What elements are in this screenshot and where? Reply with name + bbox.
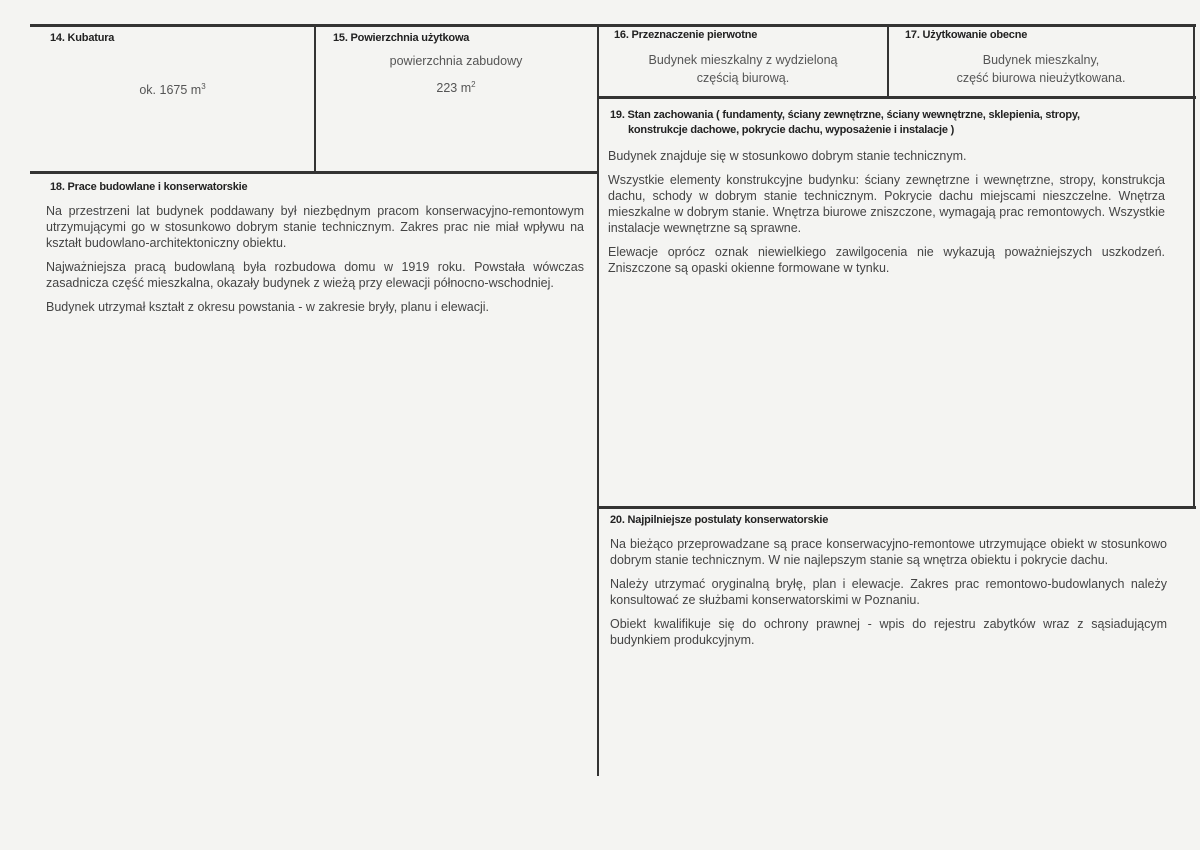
section-20-title: 20. Najpilniejsze postulaty konserwatorskie <box>610 514 829 526</box>
section-15-title: 15. Powierzchnia użytkowa <box>333 32 470 44</box>
section-15-content <box>315 52 597 97</box>
right-border <box>1193 24 1195 508</box>
divider-20 <box>597 506 1196 509</box>
paragraph: Najważniejsza pracą budowlaną była rozbudowa domu w 1919 roku. Powstała wówczas zasadnicza część mieszkalna, okazały budynek z wieżą przy elewacji północno-wschodniej. <box>46 260 584 290</box>
section-17-title: 17. Użytkowanie obecne <box>905 29 1028 41</box>
section-17-line: Budynek mieszkalny, <box>982 53 1100 67</box>
area-label: powierzchnia zabudowy <box>389 54 523 68</box>
section-16-title: 16. Przeznaczenie pierwotne <box>614 29 758 41</box>
section-17-line: część biurowa nieużytkowana. <box>956 71 1126 85</box>
paragraph: Elewacje oprócz oznak niewielkiego zawilgocenia nie wykazują poważniejszych uszkodzeń. Zniszczone są opaski okienne formowane w tynku. <box>608 245 1165 275</box>
paragraph: Obiekt kwalifikuje się do ochrony prawnej - wpis do rejestru zabytków wraz z sąsiadującym budynkiem produkcyjnym. <box>610 617 1167 647</box>
paragraph: Budynek znajduje się w stosunkowo dobrym stanie technicznym. <box>608 149 967 163</box>
paragraph: Na przestrzeni lat budynek poddawany był niezbędnym pracom konserwacyjno-remontowym utrzymującymi go w stosunkowo dobrym stanie technicznym. Zakres prac nie miał wpływu na kształt budowlano-architektoniczny obiektu. <box>46 204 584 250</box>
volume-value: ok. 1675 m <box>139 83 202 98</box>
section-18-body <box>46 203 584 323</box>
section-16-content <box>598 51 888 87</box>
divider-19 <box>597 96 1196 99</box>
area-exp: 2 <box>471 80 476 89</box>
paragraph: Budynek utrzymał kształt z okresu powstania - w zakresie bryły, planu i elewacji. <box>46 300 489 314</box>
area-value: 223 m <box>436 81 472 96</box>
section-17-content <box>888 51 1194 87</box>
section-19-title-line: konstrukcje dachowe, pokrycie dachu, wyposażenie i instalacje ) <box>628 124 955 136</box>
section-19-body <box>608 148 1165 284</box>
section-16-line: Budynek mieszkalny z wydzieloną <box>648 53 838 67</box>
top-border <box>30 24 1196 27</box>
section-16-line: częścią biurową. <box>696 71 790 85</box>
section-18-title: 18. Prace budowlane i konserwatorskie <box>50 181 248 193</box>
area-value-line <box>315 76 597 97</box>
paragraph: Na bieżąco przeprowadzane są prace konserwacyjno-remontowe utrzymujące obiekt w stosunkowo dobrym stanie technicznym. W nie najlepszym stanie są wnętrza obiektu i pokrycie dachu. <box>610 537 1167 567</box>
section-20-body <box>610 536 1167 656</box>
section-14-value <box>30 78 315 99</box>
volume-exp: 3 <box>201 82 206 91</box>
col-divider-main <box>597 24 599 776</box>
section-19-title <box>610 108 1080 138</box>
section-19-title-line: 19. Stan zachowania ( fundamenty, ściany zewnętrzne, ściany wewnętrzne, sklepienia, stropy, <box>610 109 1080 121</box>
section-14-title: 14. Kubatura <box>50 32 115 44</box>
paragraph: Należy utrzymać oryginalną bryłę, plan i elewacje. Zakres prac remontowo-budowlanych należy konsultować ze służbami konserwatorskimi w Poznaniu. <box>610 577 1167 607</box>
paragraph: Wszystkie elementy konstrukcyjne budynku: ściany zewnętrzne i wewnętrzne, stropy, konstrukcja dachu, schody w dobrym stanie technicznym. Pokrycie dachu miejscami nieszczelne. Wnętrza mieszkalne w dobrym stanie. Wnętrza biurowe zniszczone, wymagają prac remontowych. Wszystkie instalacje wewnętrzne są sprawne. <box>608 173 1165 235</box>
